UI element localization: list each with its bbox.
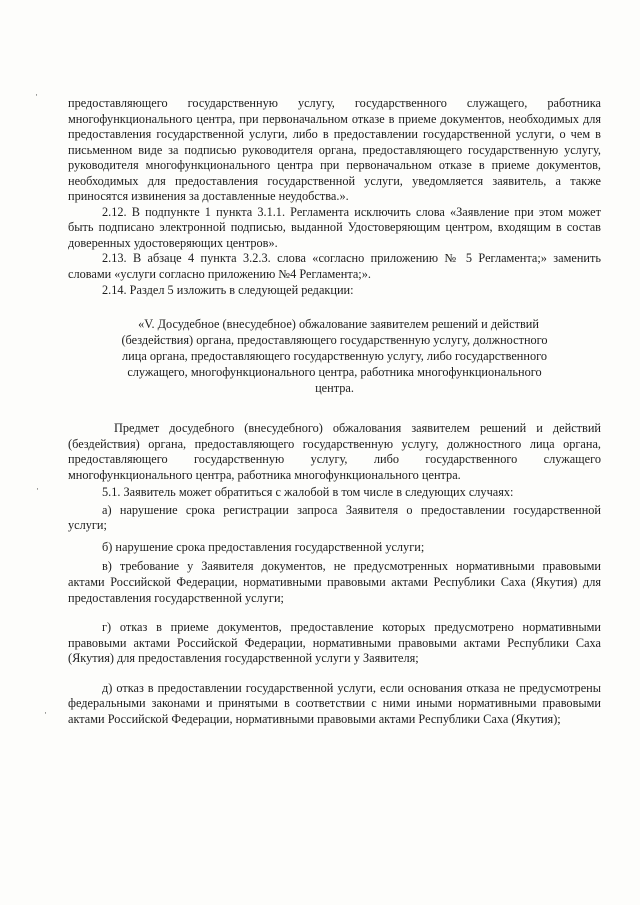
paragraph-2-12: 2.12. В подпункте 1 пункта 3.1.1. Регламента исключить слова «Заявление при этом может быть подписано электронной подписью, выданной Удостоверяющим центром, входящим в состав доверенных удостоверяющих центров».: [68, 204, 601, 250]
scan-speck: ·: [44, 708, 47, 718]
subject-paragraph: Предмет досудебного (внесудебного) обжалования заявителем решений и действий (бездействия) органа, предоставляющего государственную услугу, должностного лица органа, предоставляющего государственную услугу, либо государственного служащего многофункционального центра, работника многофункционального центра.: [68, 421, 601, 482]
clause-5-1: 5.1. Заявитель может обратиться с жалобой в том числе в следующих случаях:: [102, 485, 514, 500]
list-item-d: д) отказ в предоставлении государственной услуги, если основания отказа не предусмотрены федеральными законами и принятыми в соответствии с ними иными нормативными правовыми актами Российской Федерации, нормативными правовыми актами Республики Саха (Якутия);: [68, 680, 601, 726]
heading-line: центра.: [315, 381, 354, 396]
list-item-a: а) нарушение срока регистрации запроса Заявителя о предоставлении государственной услуги;: [68, 502, 601, 533]
paragraph-continuation: предоставляющего государственную услугу, государственного служащего, работника многофункционального центра, при первоначальном отказе в приеме документов, необходимых для предоставления государственной услуги, либо в предоставлении государственной услуги, о чем в письменном виде за подписью руководителя органа, предоставляющего государственную услугу, руководителя многофункционального центра при первоначальном отказе в приеме документов, необходимых для предоставления государственной услуги, уведомляется заявитель, а также приносятся извинения за доставленные неудобства.».: [68, 96, 601, 204]
paragraph-2-13: 2.13. В абзаце 4 пункта 3.2.3. слова «согласно приложению № 5 Регламента;» заменить словами «услуги согласно приложению №4 Регламента;».: [68, 251, 601, 282]
heading-line: служащего, многофункционального центра, работника многофункционального: [127, 365, 542, 380]
scan-speck: ·: [36, 484, 39, 494]
list-item-b: б) нарушение срока предоставления государственной услуги;: [102, 539, 425, 554]
list-item-v: в) требование у Заявителя документов, не предусмотренных нормативными правовыми актами Российской Федерации, нормативными правовыми актами Республики Саха (Якутия) для предоставления государственной услуги;: [68, 559, 601, 605]
paragraph-2-14: 2.14. Раздел 5 изложить в следующей редакции:: [102, 282, 354, 297]
document-page: [68, 96, 601, 727]
list-item-g: г) отказ в приеме документов, предоставление которых предусмотрено нормативными правовыми актами Российской Федерации, нормативными правовыми актами Республики Саха (Якутия) для предоставления государственной услуги у Заявителя;: [68, 620, 601, 666]
heading-line: (бездействия) органа, предоставляющего государственную услугу, должностного: [121, 333, 548, 348]
section-heading: [68, 316, 601, 396]
scan-speck: ·: [35, 90, 38, 100]
heading-line: лица органа, предоставляющего государственную услугу, либо государственного: [122, 349, 547, 364]
heading-line: «V. Досудебное (внесудебное) обжалование заявителем решений и действий: [138, 317, 539, 332]
